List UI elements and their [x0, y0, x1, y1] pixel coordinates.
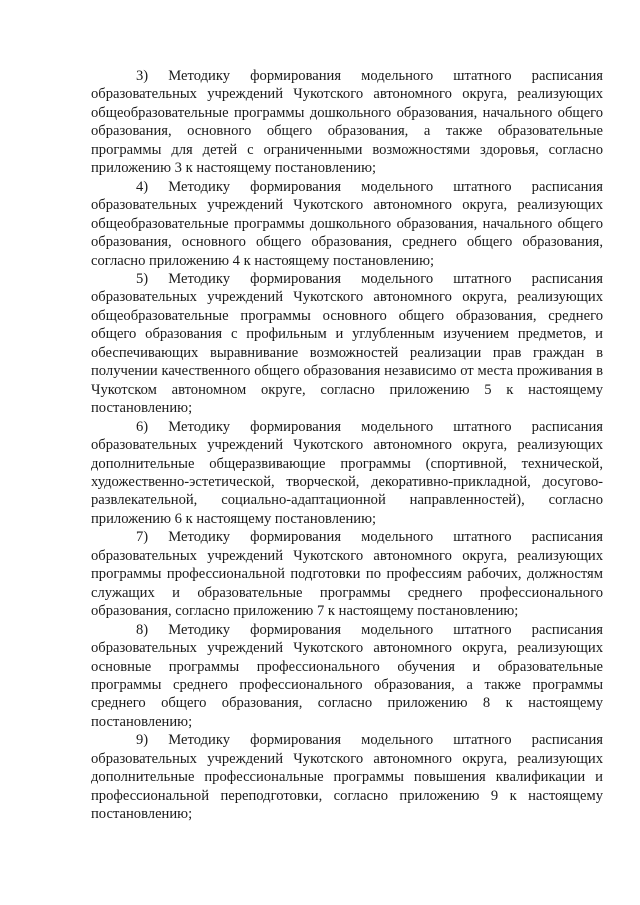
document-body [91, 67, 603, 824]
paragraph-item-9: 9) Методику формирования модельного штатного расписания образовательных учреждений Чукотского автономного округа, реализующих дополнительные профессиональные программы повышения квалификации и профессиональной переподготовки, согласно приложению 9 к настоящему постановлению; [91, 732, 603, 823]
paragraph-item-6: 6) Методику формирования модельного штатного расписания образовательных учреждений Чукотского автономного округа, реализующих дополнительные общеразвивающие программы (спортивной, технической, художественно-эстетической, творческой, декоративно-прикладной, досугово-развлекательной, социально-адаптационной направленностей), согласно приложению 6 к настоящему постановлению; [91, 418, 603, 527]
paragraph-item-4: 4) Методику формирования модельного штатного расписания образовательных учреждений Чукотского автономного округа, реализующих общеобразовательные программы дошкольного образования, начального общего образования, основного общего образования, среднего общего образования, согласно приложению 4 к настоящему постановлению; [91, 178, 603, 269]
paragraph-item-5: 5) Методику формирования модельного штатного расписания образовательных учреждений Чукотского автономного округа, реализующих общеобразовательные программы основного общего образования, среднего общего образования с профильным и углубленным изучением предметов, и обеспечивающих выравнивание возможностей реализации прав граждан в получении качественного общего образования независимо от места проживания в Чукотском автономном округе, согласно приложению 5 к настоящему постановлению; [91, 270, 603, 417]
paragraph-item-7: 7) Методику формирования модельного штатного расписания образовательных учреждений Чукотского автономного округа, реализующих программы профессиональной подготовки по профессиям рабочих, должностям служащих и образовательные программы среднего профессионального образования, согласно приложению 7 к настоящему постановлению; [91, 529, 603, 620]
paragraph-item-8: 8) Методику формирования модельного штатного расписания образовательных учреждений Чукотского автономного округа, реализующих основные программы профессионального обучения и образовательные программы среднего профессионального образования, а также программы среднего общего образования, согласно приложению 8 к настоящему постановлению; [91, 621, 603, 730]
paragraph-item-3: 3) Методику формирования модельного штатного расписания образовательных учреждений Чукотского автономного округа, реализующих общеобразовательные программы дошкольного образования, начального общего образования, основного общего образования, а также образовательные программы для детей с ограниченными возможностями здоровья, согласно приложению 3 к настоящему постановлению; [91, 68, 603, 177]
